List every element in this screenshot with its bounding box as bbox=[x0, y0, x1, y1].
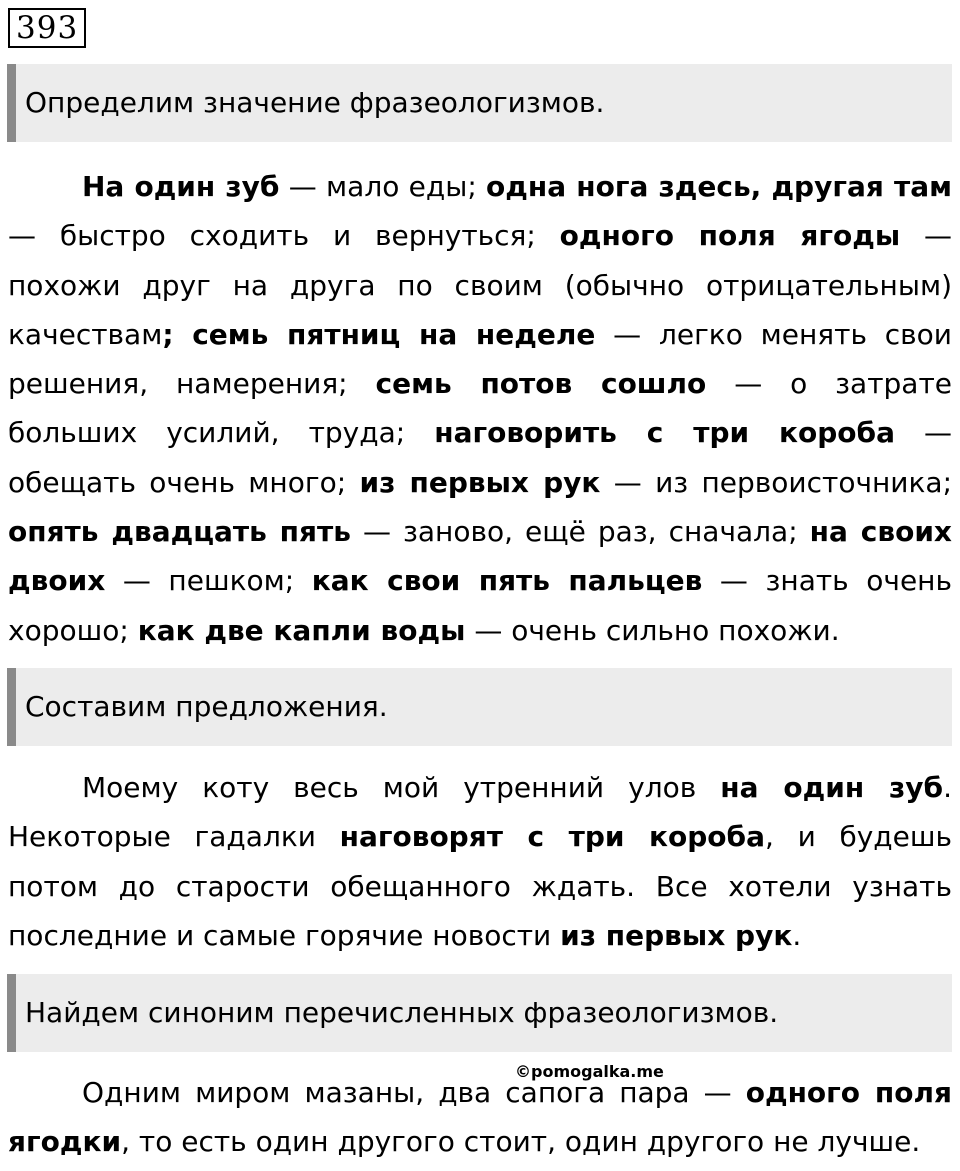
watermark: ©pomogalka.me bbox=[515, 1062, 664, 1081]
text-run: . bbox=[943, 771, 952, 804]
phraseologism: из первых рук bbox=[560, 918, 793, 952]
text-run: — bbox=[894, 416, 952, 450]
text-run: — из первоисточника; bbox=[600, 465, 952, 499]
text-line bbox=[8, 211, 952, 260]
phraseologism: как свои пять пальцев bbox=[311, 564, 703, 598]
text-line bbox=[8, 458, 952, 507]
text-run: обещать очень много; bbox=[8, 465, 360, 499]
text-run: решения, намерения; bbox=[8, 367, 376, 401]
text-run: — пешком; bbox=[105, 564, 312, 598]
phraseologism: одного поля bbox=[745, 1076, 952, 1109]
text-run: — о затрате bbox=[706, 367, 952, 401]
section-header-meanings: Определим значение фразеологизмов. bbox=[7, 64, 952, 142]
text-run: — очень сильно похожи. bbox=[465, 613, 840, 647]
text-line bbox=[8, 310, 952, 359]
text-run: качествам bbox=[8, 317, 163, 351]
text-run: . bbox=[792, 918, 802, 952]
section-header-synonyms: Найдем синоним перечисленных фразеологизмов. bbox=[7, 974, 952, 1052]
text-line bbox=[8, 1068, 952, 1117]
phraseologism: На один зуб bbox=[82, 170, 280, 203]
text-line bbox=[8, 862, 952, 911]
phraseologism: семь потов сошло bbox=[375, 367, 707, 401]
text-line bbox=[8, 763, 952, 812]
text-line bbox=[8, 162, 952, 211]
text-line bbox=[8, 606, 952, 655]
text-run: — легко менять свои bbox=[595, 317, 952, 351]
section-header-sentences: Составим предложения. bbox=[7, 668, 952, 746]
text-line bbox=[8, 911, 952, 960]
phraseologism: опять двадцать пять bbox=[8, 515, 351, 549]
text-run: больших усилий, труда; bbox=[8, 416, 435, 450]
phraseologism: из первых рук bbox=[359, 465, 601, 499]
text-run: , то есть один другого стоит, один другого не лучше. bbox=[121, 1125, 921, 1159]
paragraph-meanings bbox=[8, 162, 952, 655]
text-run: — мало еды; bbox=[279, 170, 487, 203]
text-run: , и будешь bbox=[764, 820, 952, 854]
phraseologism: одна нога здесь, другая там bbox=[486, 170, 952, 203]
phraseologism: наговорят с три короба bbox=[339, 820, 765, 854]
text-run: похожи друг на друга по своим (обычно отрицательным) bbox=[8, 268, 952, 302]
text-run: хорошо; bbox=[8, 613, 138, 647]
phraseologism: одного поля ягоды bbox=[559, 219, 901, 253]
text-line bbox=[8, 359, 952, 408]
text-line bbox=[8, 812, 952, 861]
phraseologism: ; семь пятниц на неделе bbox=[162, 317, 596, 351]
text-run: — знать очень bbox=[702, 564, 952, 598]
text-run: — заново, ещё раз, сначала; bbox=[350, 515, 810, 549]
phraseologism: на своих bbox=[809, 515, 952, 549]
phraseologism: двоих bbox=[8, 564, 106, 598]
phraseologism: как две капли воды bbox=[137, 613, 466, 647]
text-run: — быстро сходить и вернуться; bbox=[8, 219, 560, 253]
text-run: последние и самые горячие новости bbox=[8, 918, 561, 952]
task-number: 393 bbox=[8, 8, 86, 48]
text-line bbox=[8, 261, 952, 310]
text-line bbox=[8, 1117, 952, 1166]
text-run: Некоторые гадалки bbox=[8, 820, 340, 854]
text-line bbox=[8, 507, 952, 556]
paragraph-synonyms bbox=[8, 1068, 952, 1167]
phraseologism: ягодки bbox=[8, 1125, 122, 1159]
text-line bbox=[8, 556, 952, 605]
text-run: потом до старости обещанного ждать. Все хотели узнать bbox=[8, 869, 952, 903]
phraseologism: на один зуб bbox=[720, 771, 944, 804]
text-run: — bbox=[900, 219, 953, 253]
phraseologism: наговорить с три короба bbox=[434, 416, 895, 450]
text-run: Одним миром мазаны, два сапога пара — bbox=[82, 1076, 746, 1109]
paragraph-sentences bbox=[8, 763, 952, 960]
text-run: Моему коту весь мой утренний улов bbox=[82, 771, 721, 804]
text-line bbox=[8, 408, 952, 457]
